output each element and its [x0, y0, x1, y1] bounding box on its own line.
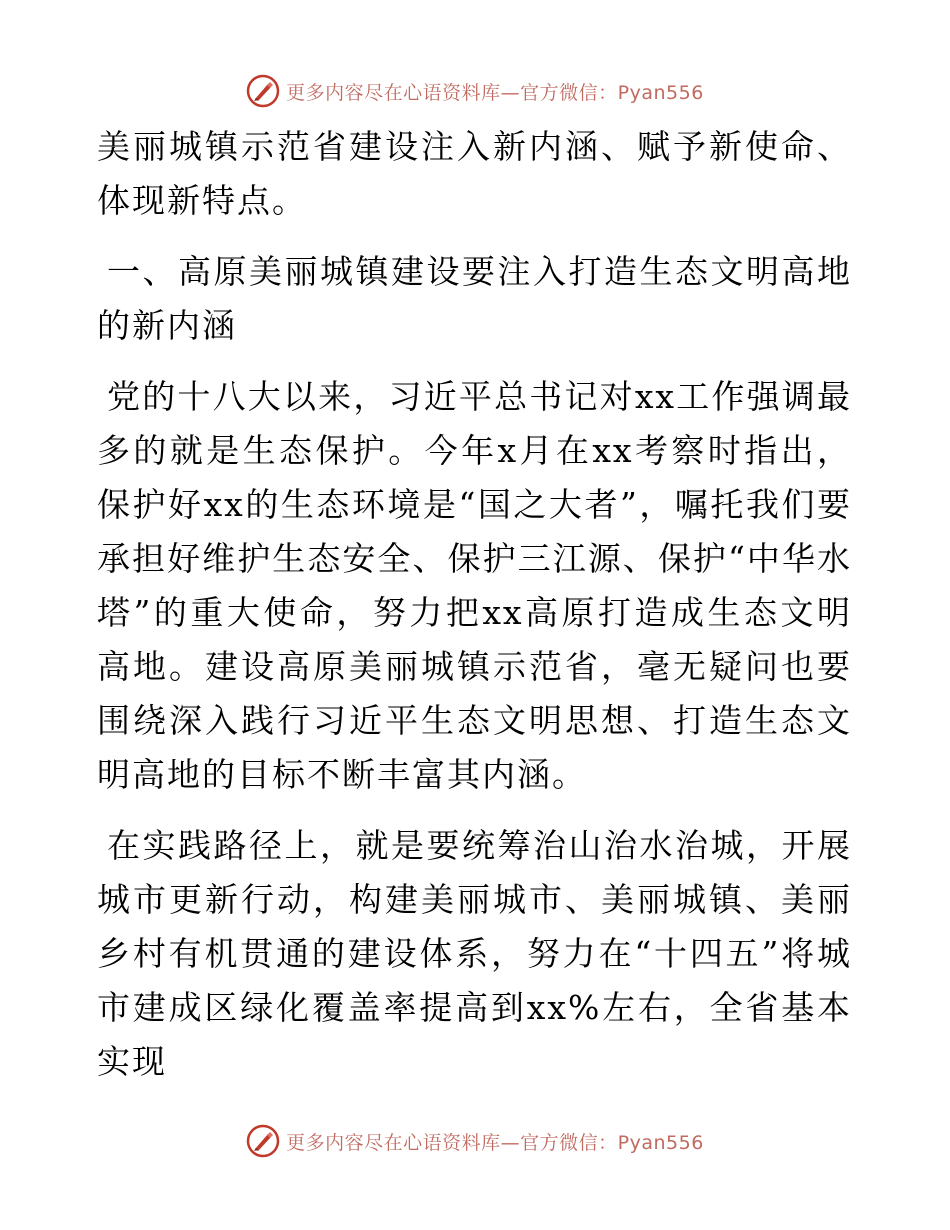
pen-circle-logo-icon: [246, 74, 280, 108]
document-body: [97, 120, 852, 1089]
paragraph-practice-path: 在实践路径上，就是要统筹治山治水治城，开展城市更新行动，构建美丽城市、美丽城镇、美丽乡村有机贯通的建设体系，努力在“十四五”将城市建成区绿化覆盖率提高到xx%左右，全省基本实现: [97, 826, 852, 1081]
paragraph-ecology: 党的十八大以来，习近平总书记对xx工作强调最多的就是生态保护。今年x月在xx考察时指出，保护好xx的生态环境是“国之大者”，嘱托我们要承担好维护生态安全、保护三江源、保护“中华水塔”的重大使命，努力把xx高原打造成生态文明高地。建设高原美丽城镇示范省，毫无疑问也要围绕深入践行习近平生态文明思想、打造生态文明高地的目标不断丰富其内涵。: [97, 377, 852, 794]
pen-circle-logo-icon: [246, 1124, 280, 1158]
header-watermark-text: 更多内容尽在心语资料库—官方微信：Pyan556: [286, 81, 704, 104]
footer-watermark-banner: [0, 1121, 950, 1161]
header-watermark-banner: [0, 71, 950, 111]
section-heading-1: 一、高原美丽城镇建设要注入打造生态文明高地的新内涵: [97, 252, 852, 345]
footer-watermark-text: 更多内容尽在心语资料库—官方微信：Pyan556: [286, 1131, 704, 1154]
paragraph-intro: 美丽城镇示范省建设注入新内涵、赋予新使命、体现新特点。: [97, 127, 852, 220]
